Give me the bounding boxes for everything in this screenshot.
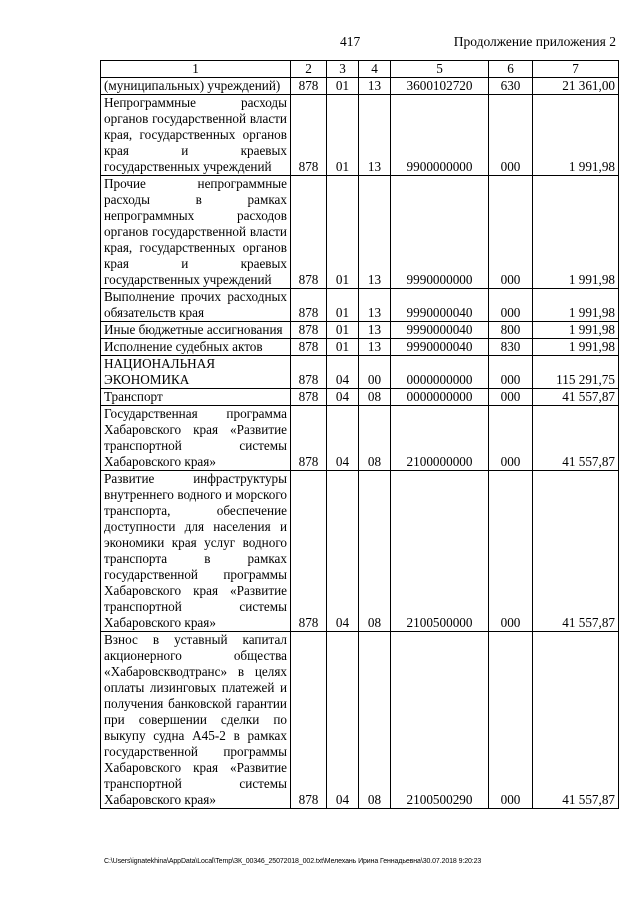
expense-type-code: 000 bbox=[489, 289, 533, 322]
subsection-code: 13 bbox=[359, 95, 391, 176]
ministry-code: 878 bbox=[291, 471, 327, 632]
section-code: 01 bbox=[327, 176, 359, 289]
target-article-code: 9990000040 bbox=[391, 289, 489, 322]
amount: 115 291,75 bbox=[533, 356, 619, 389]
target-article-code: 9990000040 bbox=[391, 322, 489, 339]
column-header: 2 bbox=[291, 61, 327, 78]
column-header: 5 bbox=[391, 61, 489, 78]
ministry-code: 878 bbox=[291, 78, 327, 95]
subsection-code: 13 bbox=[359, 176, 391, 289]
target-article-code: 3600102720 bbox=[391, 78, 489, 95]
table-row bbox=[101, 389, 619, 406]
expense-name: Непрограммные расходы органов государственной власти края, государственных органов края и краевых государственных учреждений bbox=[101, 95, 291, 176]
target-article-code: 9990000040 bbox=[391, 339, 489, 356]
amount: 41 557,87 bbox=[533, 471, 619, 632]
target-article-code: 9900000000 bbox=[391, 95, 489, 176]
column-header: 7 bbox=[533, 61, 619, 78]
table-row bbox=[101, 406, 619, 471]
expense-name: Взнос в уставный капитал акционерного общества «Хабаровскводтранс» в целях оплаты лизинговых платежей и получения банковской гарантии при совершении сделки по выкупу судна А45-2 в рамках государственной программы Хабаровского края «Развитие транспортной системы Хабаровского края» bbox=[101, 632, 291, 809]
section-code: 01 bbox=[327, 95, 359, 176]
section-code: 01 bbox=[327, 339, 359, 356]
ministry-code: 878 bbox=[291, 339, 327, 356]
section-code: 01 bbox=[327, 78, 359, 95]
subsection-code: 13 bbox=[359, 78, 391, 95]
expense-name: Выполнение прочих расходных обязательств края bbox=[101, 289, 291, 322]
budget-table bbox=[100, 60, 619, 809]
subsection-code: 08 bbox=[359, 389, 391, 406]
table-body bbox=[101, 78, 619, 809]
table-row bbox=[101, 356, 619, 389]
table-row bbox=[101, 95, 619, 176]
amount: 1 991,98 bbox=[533, 176, 619, 289]
expense-name: Исполнение судебных актов bbox=[101, 339, 291, 356]
expense-name: НАЦИОНАЛЬНАЯ ЭКОНОМИКА bbox=[101, 356, 291, 389]
amount: 21 361,00 bbox=[533, 78, 619, 95]
ministry-code: 878 bbox=[291, 356, 327, 389]
section-code: 04 bbox=[327, 632, 359, 809]
amount: 41 557,87 bbox=[533, 406, 619, 471]
expense-name: (муниципальных) учреждений) bbox=[101, 78, 291, 95]
file-path-footer: C:\Users\ignatekhina\AppData\Local\Temp\ЗК_00346_25072018_002.txt\Мелехань Ирина Геннадьевна\30.07.2018 9:20:23 bbox=[104, 858, 482, 865]
table-row bbox=[101, 339, 619, 356]
target-article-code: 9990000000 bbox=[391, 176, 489, 289]
expense-type-code: 000 bbox=[489, 632, 533, 809]
amount: 1 991,98 bbox=[533, 339, 619, 356]
column-number-row bbox=[101, 61, 619, 78]
amount: 41 557,87 bbox=[533, 389, 619, 406]
amount: 1 991,98 bbox=[533, 95, 619, 176]
expense-type-code: 000 bbox=[489, 406, 533, 471]
expense-type-code: 000 bbox=[489, 471, 533, 632]
subsection-code: 08 bbox=[359, 632, 391, 809]
ministry-code: 878 bbox=[291, 406, 327, 471]
subsection-code: 00 bbox=[359, 356, 391, 389]
expense-type-code: 830 bbox=[489, 339, 533, 356]
ministry-code: 878 bbox=[291, 389, 327, 406]
column-header: 6 bbox=[489, 61, 533, 78]
page-number: 417 bbox=[340, 34, 361, 49]
expense-name: Развитие инфраструктуры внутреннего водного и морского транспорта, обеспечение доступности для населения и экономики края услуг водного транспорта в рамках государственной программы Хабаровского края «Развитие транспортной системы Хабаровского края» bbox=[101, 471, 291, 632]
section-code: 01 bbox=[327, 289, 359, 322]
expense-type-code: 800 bbox=[489, 322, 533, 339]
ministry-code: 878 bbox=[291, 632, 327, 809]
target-article-code: 0000000000 bbox=[391, 356, 489, 389]
table-row bbox=[101, 289, 619, 322]
table-row bbox=[101, 78, 619, 95]
target-article-code: 2100500000 bbox=[391, 471, 489, 632]
target-article-code: 2100000000 bbox=[391, 406, 489, 471]
subsection-code: 08 bbox=[359, 406, 391, 471]
subsection-code: 08 bbox=[359, 471, 391, 632]
section-code: 04 bbox=[327, 389, 359, 406]
ministry-code: 878 bbox=[291, 289, 327, 322]
target-article-code: 2100500290 bbox=[391, 632, 489, 809]
subsection-code: 13 bbox=[359, 289, 391, 322]
section-code: 01 bbox=[327, 322, 359, 339]
subsection-code: 13 bbox=[359, 322, 391, 339]
expense-name: Иные бюджетные ассигнования bbox=[101, 322, 291, 339]
column-header: 1 bbox=[101, 61, 291, 78]
ministry-code: 878 bbox=[291, 322, 327, 339]
amount: 1 991,98 bbox=[533, 322, 619, 339]
expense-type-code: 000 bbox=[489, 176, 533, 289]
column-header: 4 bbox=[359, 61, 391, 78]
section-code: 04 bbox=[327, 356, 359, 389]
column-header: 3 bbox=[327, 61, 359, 78]
continuation-label: Продолжение приложения 2 bbox=[453, 34, 616, 49]
ministry-code: 878 bbox=[291, 95, 327, 176]
section-code: 04 bbox=[327, 406, 359, 471]
subsection-code: 13 bbox=[359, 339, 391, 356]
section-code: 04 bbox=[327, 471, 359, 632]
expense-type-code: 000 bbox=[489, 356, 533, 389]
expense-type-code: 630 bbox=[489, 78, 533, 95]
table-row bbox=[101, 322, 619, 339]
expense-type-code: 000 bbox=[489, 389, 533, 406]
ministry-code: 878 bbox=[291, 176, 327, 289]
target-article-code: 0000000000 bbox=[391, 389, 489, 406]
table-row bbox=[101, 471, 619, 632]
table-row bbox=[101, 632, 619, 809]
expense-name: Транспорт bbox=[101, 389, 291, 406]
expense-name: Государственная программа Хабаровского края «Развитие транспортной системы Хабаровского края» bbox=[101, 406, 291, 471]
amount: 1 991,98 bbox=[533, 289, 619, 322]
expense-type-code: 000 bbox=[489, 95, 533, 176]
table-row bbox=[101, 176, 619, 289]
amount: 41 557,87 bbox=[533, 632, 619, 809]
expense-name: Прочие непрограммные расходы в рамках непрограммных расходов органов государственной власти края, государственных органов края и краевых государственных учреждений bbox=[101, 176, 291, 289]
